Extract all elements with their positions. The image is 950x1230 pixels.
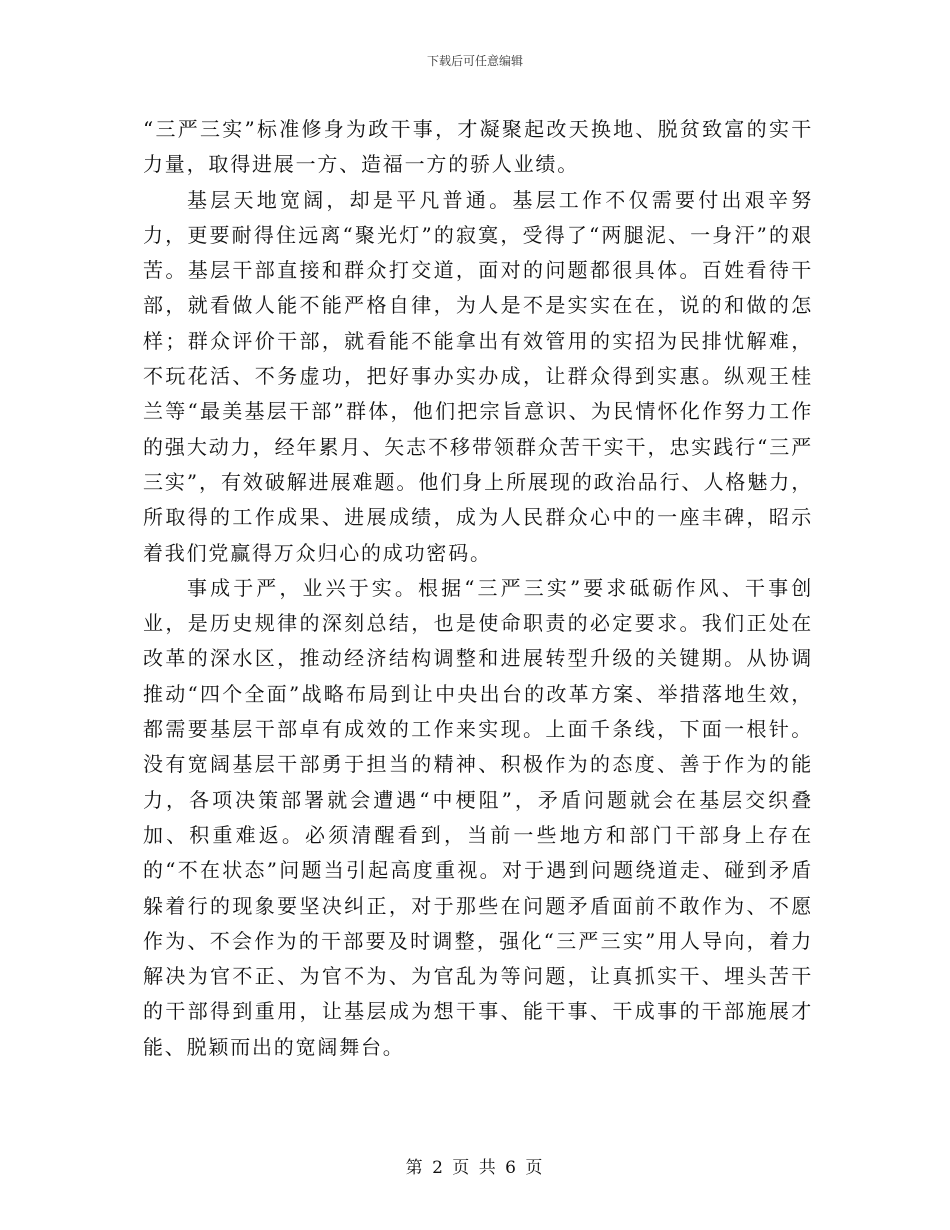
paragraph: 基层天地宽阔，却是平凡普通。基层工作不仅需要付出艰辛努力，更要耐得住远离“聚光灯”的寂寞，受得了“两腿泥、一身汗”的艰苦。基层干部直接和群众打交道，面对的问题都很具体。百姓看待干部，就看做人能不能严格自律，为人是不是实实在在，说的和做的怎样；群众评价干部，就看能不能拿出有效管用的实招为民排忧解难，不玩花活、不务虚功，把好事办实办成，让群众得到实惠。纵观王桂兰等“最美基层干部”群体，他们把宗旨意识、为民情怀化作努力工作的强大动力，经年累月、矢志不移带领群众苦干实干，忠实践行“三严三实”，有效破解进展难题。他们身上所展现的政治品行、人格魅力，所取得的工作成果、进展成绩，成为人民群众心中的一座丰碑，昭示着我们党赢得万众归心的成功密码。 xyxy=(143,187,813,565)
paragraph: 事成于严，业兴于实。根据“三严三实”要求砥砺作风、干事创业，是历史规律的深刻总结，也是使命职责的必定要求。我们正处在改革的深水区，推动经济结构调整和进展转型升级的关键期。从协调推动“四个全面”战略布局到让中央出台的改革方案、举措落地生效，都需要基层干部卓有成效的工作来实现。上面千条线，下面一根针。没有宽阔基层干部勇于担当的精神、积极作为的态度、善于作为的能力，各项决策部署就会遭遇“中梗阻”，矛盾问题就会在基层交织叠加、积重难返。必须清醒看到，当前一些地方和部门干部身上存在的“不在状态”问题当引起高度重视。对于遇到问题绕道走、碰到矛盾躲着行的现象要坚决纠正，对于那些在问题矛盾面前不敢作为、不愿作为、不会作为的干部要及时调整，强化“三严三实”用人导向，着力解决为官不正、为官不为、为官乱为等问题，让真抓实干、埋头苦干的干部得到重用，让基层成为想干事、能干事、干成事的干部施展才能、脱颖而出的宽阔舞台。 xyxy=(143,575,813,1059)
page-footer: 第 2 页 共 6 页 xyxy=(405,1158,545,1178)
paragraph-continuation: “三严三实”标准修身为政干事，才凝聚起改天换地、脱贫致富的实干力量，取得进展一方、造福一方的骄人业绩。 xyxy=(143,117,813,177)
page-header: 下载后可任意编辑 xyxy=(426,54,523,68)
document-body xyxy=(143,112,813,1065)
